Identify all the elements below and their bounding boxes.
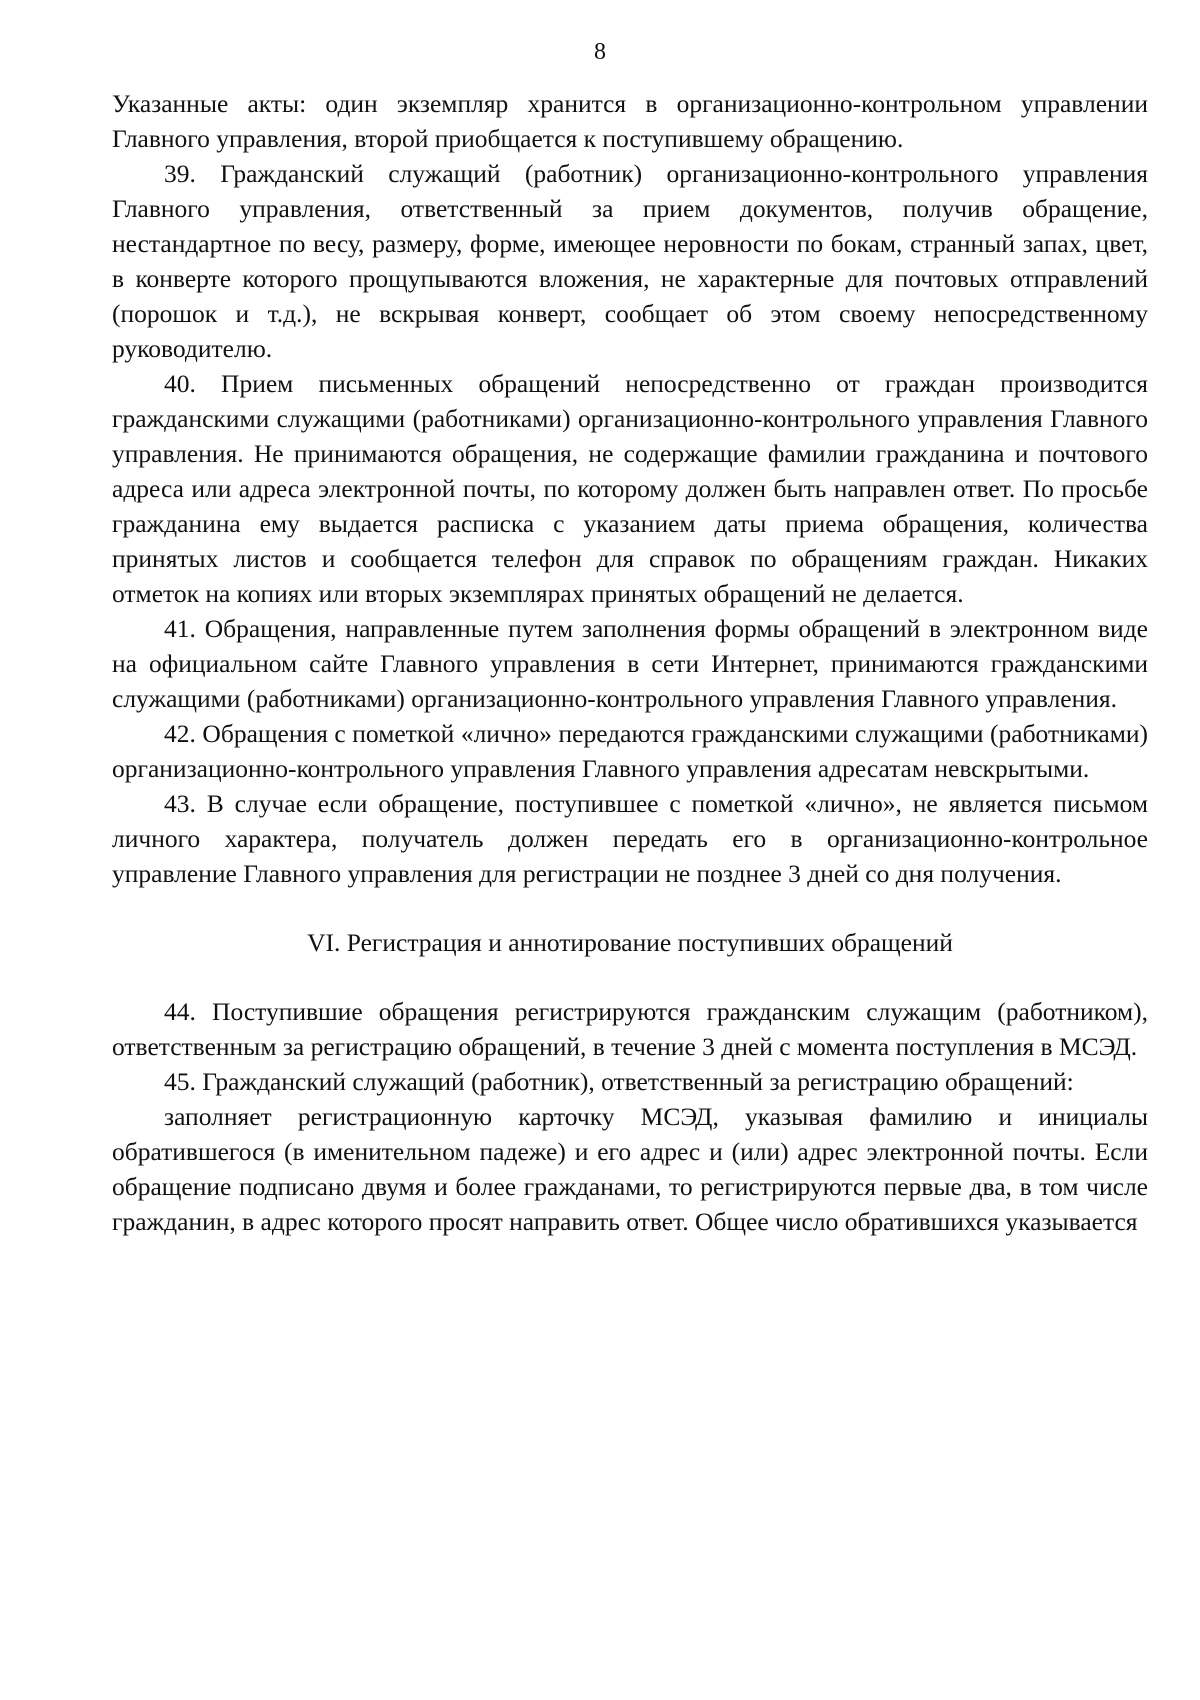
section-title: VI. Регистрация и аннотирование поступивших обращений bbox=[307, 928, 953, 957]
paragraph-45-item: заполняет регистрационную карточку МСЭД, указывая фамилию и инициалы обратившегося (в именительном падеже) и его адрес и (или) адрес электронной почты. Если обращение подписано двумя и более гражданами, то регистрируются первые два, в том числе гражданин, в адрес которого просят направить ответ. Общее число обратившихся указывается bbox=[112, 1102, 1148, 1236]
paragraph-39: 39. Гражданский служащий (работник) организационно-контрольного управления Главного управления, ответственный за прием документов, получив обращение, нестандартное по весу, размеру, форме, имеющее неровности по бокам, странный запах, цвет, в конверте которого прощупываются вложения, не характерные для почтовых отправлений (порошок и т.д.), не вскрывая конверт, сообщает об этом своему непосредственному руководителю. bbox=[112, 159, 1148, 363]
paragraph-40: 40. Прием письменных обращений непосредственно от граждан производится гражданскими служащими (работниками) организационно-контрольного управления Главного управления. Не принимаются обращения, не содержащие фамилии гражданина и почтового адреса или адреса электронной почты, по которому должен быть направлен ответ. По просьбе гражданина ему выдается расписка с указанием даты приема обращения, количества принятых листов и сообщается телефон для справок по обращениям граждан. Никаких отметок на копиях или вторых экземплярах принятых обращений не делается. bbox=[112, 369, 1148, 608]
paragraph-acts-storage: Указанные акты: один экземпляр хранится в организационно-контрольном управлении Главного управления, второй приобщается к поступившему обращению. bbox=[112, 89, 1148, 153]
paragraph-42: 42. Обращения с пометкой «лично» передаются гражданскими служащими (работниками) организационно-контрольного управления Главного управления адресатам невскрытыми. bbox=[112, 719, 1148, 783]
paragraph-41: 41. Обращения, направленные путем заполнения формы обращений в электронном виде на официальном сайте Главного управления в сети Интернет, принимаются гражданскими служащими (работниками) организационно-контрольного управления Главного управления. bbox=[112, 614, 1148, 713]
document-body bbox=[112, 86, 1148, 1239]
page-number: 8 bbox=[594, 39, 606, 65]
paragraph-44: 44. Поступившие обращения регистрируются гражданским служащим (работником), ответственным за регистрацию обращений, в течение 3 дней с момента поступления в МСЭД. bbox=[112, 997, 1148, 1061]
paragraph-43: 43. В случае если обращение, поступившее с пометкой «лично», не является письмом личного характера, получатель должен передать его в организационно-контрольное управление Главного управления для регистрации не позднее 3 дней со дня получения. bbox=[112, 789, 1148, 888]
paragraph-45: 45. Гражданский служащий (работник), ответственный за регистрацию обращений: bbox=[164, 1067, 1074, 1096]
